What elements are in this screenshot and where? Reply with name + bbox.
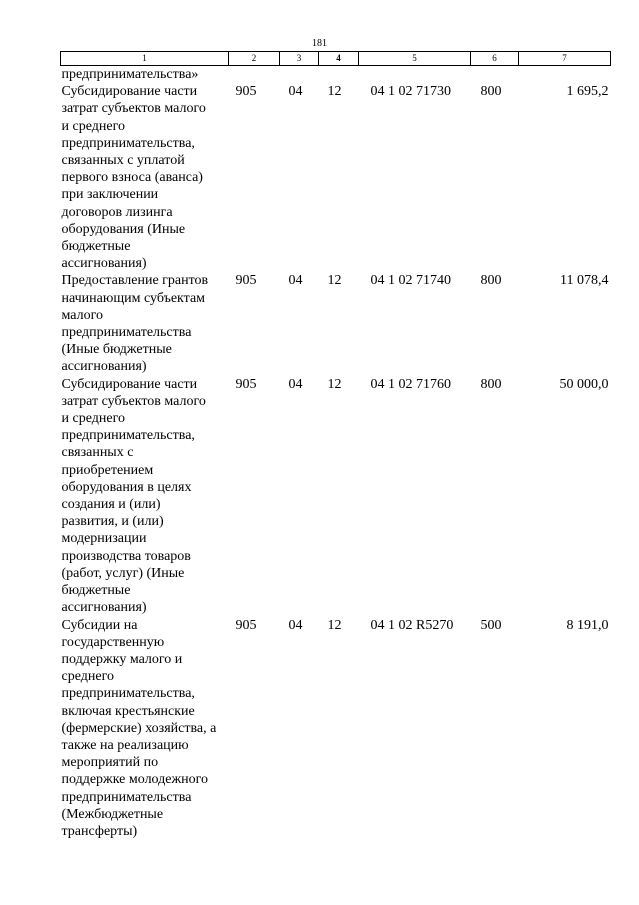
row-name: Субсидирование части затрат субъектов малого и среднего предпринимательства, связанных с приобретением оборудования в целях создания и (или) развития, и (или) модернизации производства товаров (работ, услуг) (Иные бюджетные ассигнования): [61, 376, 206, 616]
row-target-article: 04 1 02 71740: [370, 273, 451, 289]
column-header-6: 6: [471, 52, 519, 66]
row-amount: 8 191,0: [566, 617, 609, 633]
row-target-article: 04 1 02 71760: [370, 376, 451, 392]
row-name: Предоставление грантов начинающим субъектам малого предпринимательства (Иные бюджетные ассигнования): [61, 273, 209, 375]
row-ministry-code: 905: [235, 617, 257, 633]
row-expense-type: 500: [480, 617, 502, 633]
row-amount: 1 695,2: [566, 84, 609, 100]
table-row: [61, 376, 611, 617]
row-name: Субсидии на государственную поддержку малого и среднего предпринимательства, включая крестьянские (фермерские) хозяйства, а также на реализацию мероприятий по поддержке молодежного предпринимательства (Межбюджетные трансферты): [61, 617, 217, 839]
row-target-article: 04 1 02 R5270: [370, 617, 454, 633]
column-header-1: 1: [61, 52, 229, 66]
row-subsection-code: 12: [327, 617, 342, 633]
row-ministry-code: 905: [235, 84, 257, 100]
row-ministry-code: 905: [235, 273, 257, 289]
row-subsection-code: 12: [327, 84, 342, 100]
row-subsection-code: 12: [327, 376, 342, 392]
row-section-code: 04: [288, 273, 303, 289]
column-header-5: 5: [359, 52, 471, 66]
page-number: 181: [312, 38, 327, 49]
table-row: [61, 272, 611, 375]
column-header-7: 7: [519, 52, 611, 66]
row-section-code: 04: [288, 376, 303, 392]
column-header-2: 2: [229, 52, 280, 66]
row-name: Субсидирование части затрат субъектов малого и среднего предпринимательства, связанных с уплатой первого взноса (аванса) при заключении договоров лизинга оборудования (Иные бюджетные ассигнования): [61, 84, 206, 272]
row-amount: 50 000,0: [559, 376, 609, 392]
row-amount: 11 078,4: [560, 273, 609, 289]
continuation-row: [61, 66, 611, 84]
row-expense-type: 800: [480, 84, 502, 100]
row-section-code: 04: [288, 617, 303, 633]
row-target-article: 04 1 02 71730: [370, 84, 451, 100]
budget-table: [60, 51, 611, 840]
continuation-text: предпринимательства»: [61, 67, 199, 82]
row-expense-type: 800: [480, 376, 502, 392]
column-header-4: 4: [319, 52, 359, 66]
row-section-code: 04: [288, 84, 303, 100]
row-subsection-code: 12: [327, 273, 342, 289]
column-header-3: 3: [280, 52, 319, 66]
table-row: [61, 83, 611, 272]
row-ministry-code: 905: [235, 376, 257, 392]
row-expense-type: 800: [480, 273, 502, 289]
table-row: [61, 617, 611, 841]
header-row: [61, 52, 611, 66]
